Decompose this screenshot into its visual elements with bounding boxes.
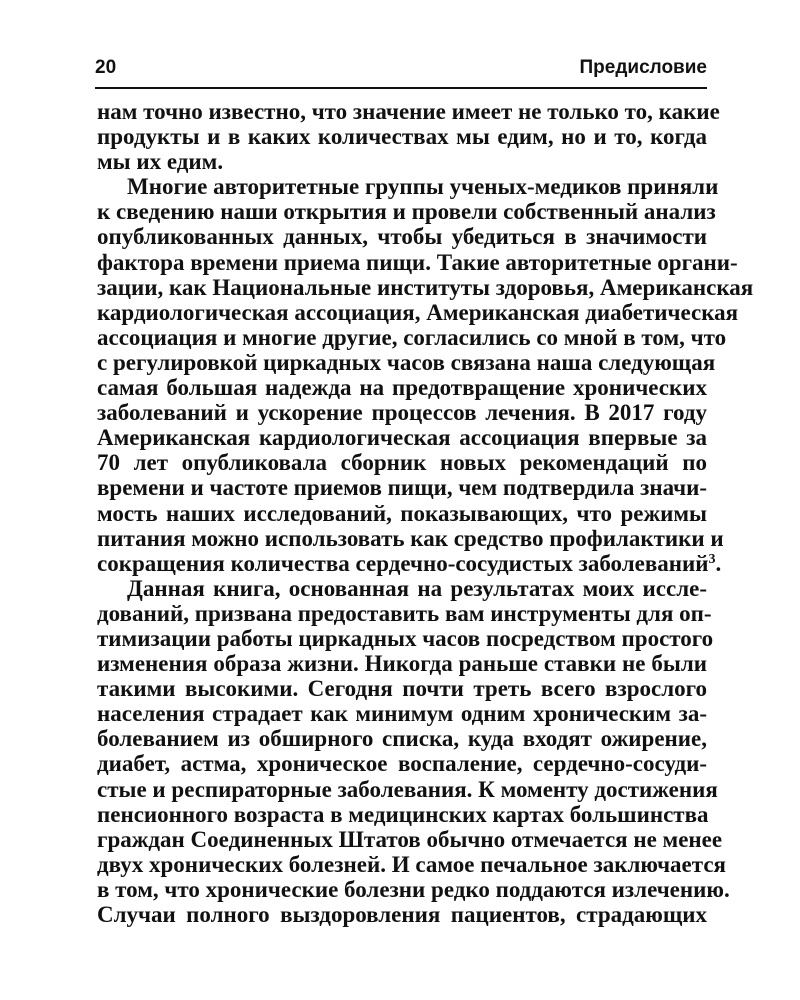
text-line: мость наших исследований, показывающих, что режимы <box>97 500 707 526</box>
text-line: пенсионного возраста в медицинских картах большинства <box>97 801 709 827</box>
text-line: болеванием из обширного списка, куда входят ожирение, <box>97 726 707 752</box>
text-line-content: сокращения количества сердечно-сосудистых заболеваний <box>97 550 709 576</box>
text-line: нам точно известно, что значение имеет не только то, какие <box>97 99 720 124</box>
text-line: Данная книга, основанная на результатах моих иссле- <box>127 575 707 601</box>
text-line: стые и респираторные заболевания. К моменту достижения <box>97 776 718 802</box>
text-line: 70 лет опубликовала сборник новых рекомендаций по <box>97 450 707 476</box>
text-line: тимизации работы циркадных часов посредством простого <box>97 625 714 651</box>
text-line: дований, призвана предоставить вам инструменты для оп- <box>97 600 712 626</box>
text-line-with-footnote: сокращения количества сердечно-сосудистых заболеваний$^3$. <box>97 550 722 576</box>
running-header <box>95 56 707 80</box>
text-line: Многие авторитетные группы ученых-медиков приняли <box>127 174 719 200</box>
text-line: Случаи полного выздоровления пациентов, страдающих <box>97 902 707 927</box>
text-line: мы их едим. <box>97 149 224 175</box>
paragraph-3 <box>97 575 730 927</box>
text-line: кардиологическая ассоциация, Американская диабетическая <box>97 299 739 325</box>
footnote-reference: 3 <box>708 551 716 567</box>
text-line: населения страдает как минимум одним хроническим за- <box>97 701 707 727</box>
paragraph-2 <box>97 174 754 576</box>
text-line: самая большая надежда на предотвращение хронических <box>97 375 707 401</box>
text-line: питания можно использовать как средство профилактики и <box>97 525 724 551</box>
text-line: фактора времени приема пищи. Такие авторитетные органи- <box>97 249 738 275</box>
text-line: опубликованных данных, чтобы убедиться в значимости <box>97 224 707 250</box>
text-line: продукты и в каких количествах мы едим, но и то, когда <box>97 124 707 150</box>
section-title: Предисловие <box>579 57 707 78</box>
text-line: зации, как Национальные институты здоровья, Американская <box>97 274 754 300</box>
text-line: ассоциация и многие другие, согласились со мной в том, что <box>97 324 727 350</box>
body-text <box>97 99 754 927</box>
text-line: двух хронических болезней. И самое печальное заключается <box>97 851 726 877</box>
page-number: 20 <box>95 57 117 78</box>
text-line: такими высокими. Сегодня почти треть всего взрослого <box>97 676 707 702</box>
text-line: времени и частоте приемов пищи, чем подтвердила значи- <box>97 475 708 501</box>
text-line: заболеваний и ускорение процессов лечения. В 2017 году <box>97 400 707 426</box>
text-line: в том, что хронические болезни редко поддаются излечению. <box>97 876 730 902</box>
text-line: к сведению наши открытия и провели собственный анализ <box>97 199 716 225</box>
text-line: диабет, астма, хроническое воспаление, сердечно-сосуди- <box>97 751 707 777</box>
header-rule <box>95 87 707 89</box>
text-line: изменения образа жизни. Никогда раньше ставки не были <box>97 651 707 677</box>
text-line: Американская кардиологическая ассоциация впервые за <box>97 425 707 451</box>
text-line: с регулировкой циркадных часов связана наша следующая <box>97 349 716 375</box>
text-line: граждан Соединенных Штатов обычно отмечается не менее <box>97 826 723 852</box>
paragraph-1 <box>97 99 720 175</box>
